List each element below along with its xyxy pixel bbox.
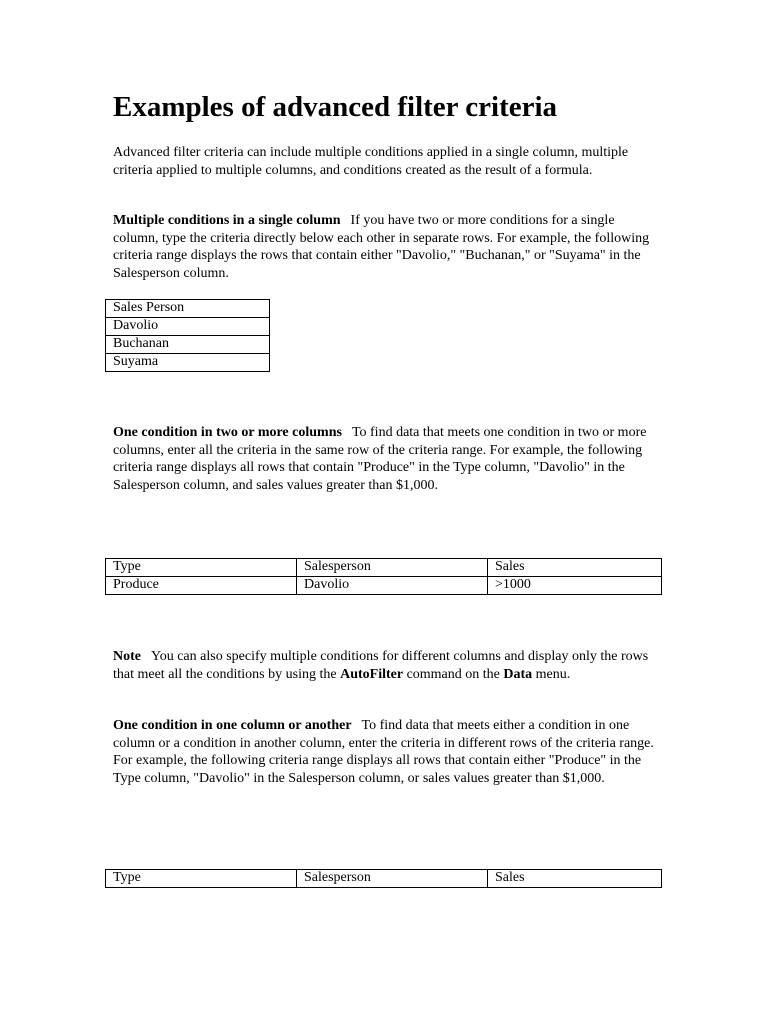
table-row (106, 354, 270, 372)
table-header-cell: Sales (488, 870, 662, 888)
section3-body: To find data that meets either a condition in one column or a condition in another column, enter the criteria in different rows of the criteria range. For example, the following criteria range displays all rows that contain either "Produce" in the Type column, "Davolio" in the Salesperson column, or sales values greater than $1,000. (113, 718, 654, 786)
section2-paragraph (113, 424, 661, 494)
note-label: Note (113, 649, 141, 664)
autofilter-command: AutoFilter (340, 666, 404, 682)
section1-body: If you have two or more conditions for a single column, type the criteria directly below each other in separate rows. For example, the following criteria range displays the rows that contain either "Davolio," "Buchanan," or "Suyama" in the Salesperson column. (113, 213, 650, 281)
single-column-criteria-table (105, 299, 270, 372)
table-header-cell: Type (106, 559, 297, 577)
table-header-cell: Type (106, 870, 297, 888)
table-header-cell: Sales (488, 559, 662, 577)
section1-heading: Multiple conditions in a single column (113, 213, 341, 228)
data-menu-name: Data (503, 666, 533, 682)
table-header-cell: Salesperson (297, 870, 488, 888)
table-row (106, 559, 662, 577)
section3-heading: One condition in one column or another (113, 718, 352, 733)
section1-paragraph (113, 212, 661, 282)
table-cell: Davolio (297, 577, 488, 595)
note-paragraph (113, 648, 661, 683)
table-header-cell: Salesperson (297, 559, 488, 577)
table-row (106, 300, 270, 318)
section2-body: To find data that meets one condition in two or more columns, enter all the criteria in the same row of the criteria range. For example, the following criteria range displays all rows that contain "Produce" in the Type column, "Davolio" in the Salesperson column, and sales values greater than $1,000. (113, 425, 647, 493)
table-row (106, 577, 662, 595)
page-title: Examples of advanced filter criteria (113, 91, 558, 123)
table-row (106, 870, 662, 888)
or-criteria-table (105, 869, 662, 888)
table-cell: Buchanan (106, 336, 270, 354)
table-cell: Produce (106, 577, 297, 595)
section2-heading: One condition in two or more columns (113, 425, 342, 440)
table-row (106, 318, 270, 336)
table-row (106, 336, 270, 354)
section3-paragraph (113, 717, 661, 787)
table-header-cell: Sales Person (106, 300, 270, 318)
table-cell: Davolio (106, 318, 270, 336)
table-cell: Suyama (106, 354, 270, 372)
intro-paragraph: Advanced filter criteria can include multiple conditions applied in a single column, multiple criteria applied to multiple columns, and conditions created as the result of a formula. (113, 145, 629, 178)
note-text-before: You can also specify multiple conditions for different columns and display only the rows that meet all the conditions by using the (113, 649, 649, 682)
note-text-after: menu. (532, 666, 571, 682)
multi-column-criteria-table (105, 558, 662, 595)
table-cell: >1000 (488, 577, 662, 595)
note-text-middle: command on the (403, 666, 504, 682)
